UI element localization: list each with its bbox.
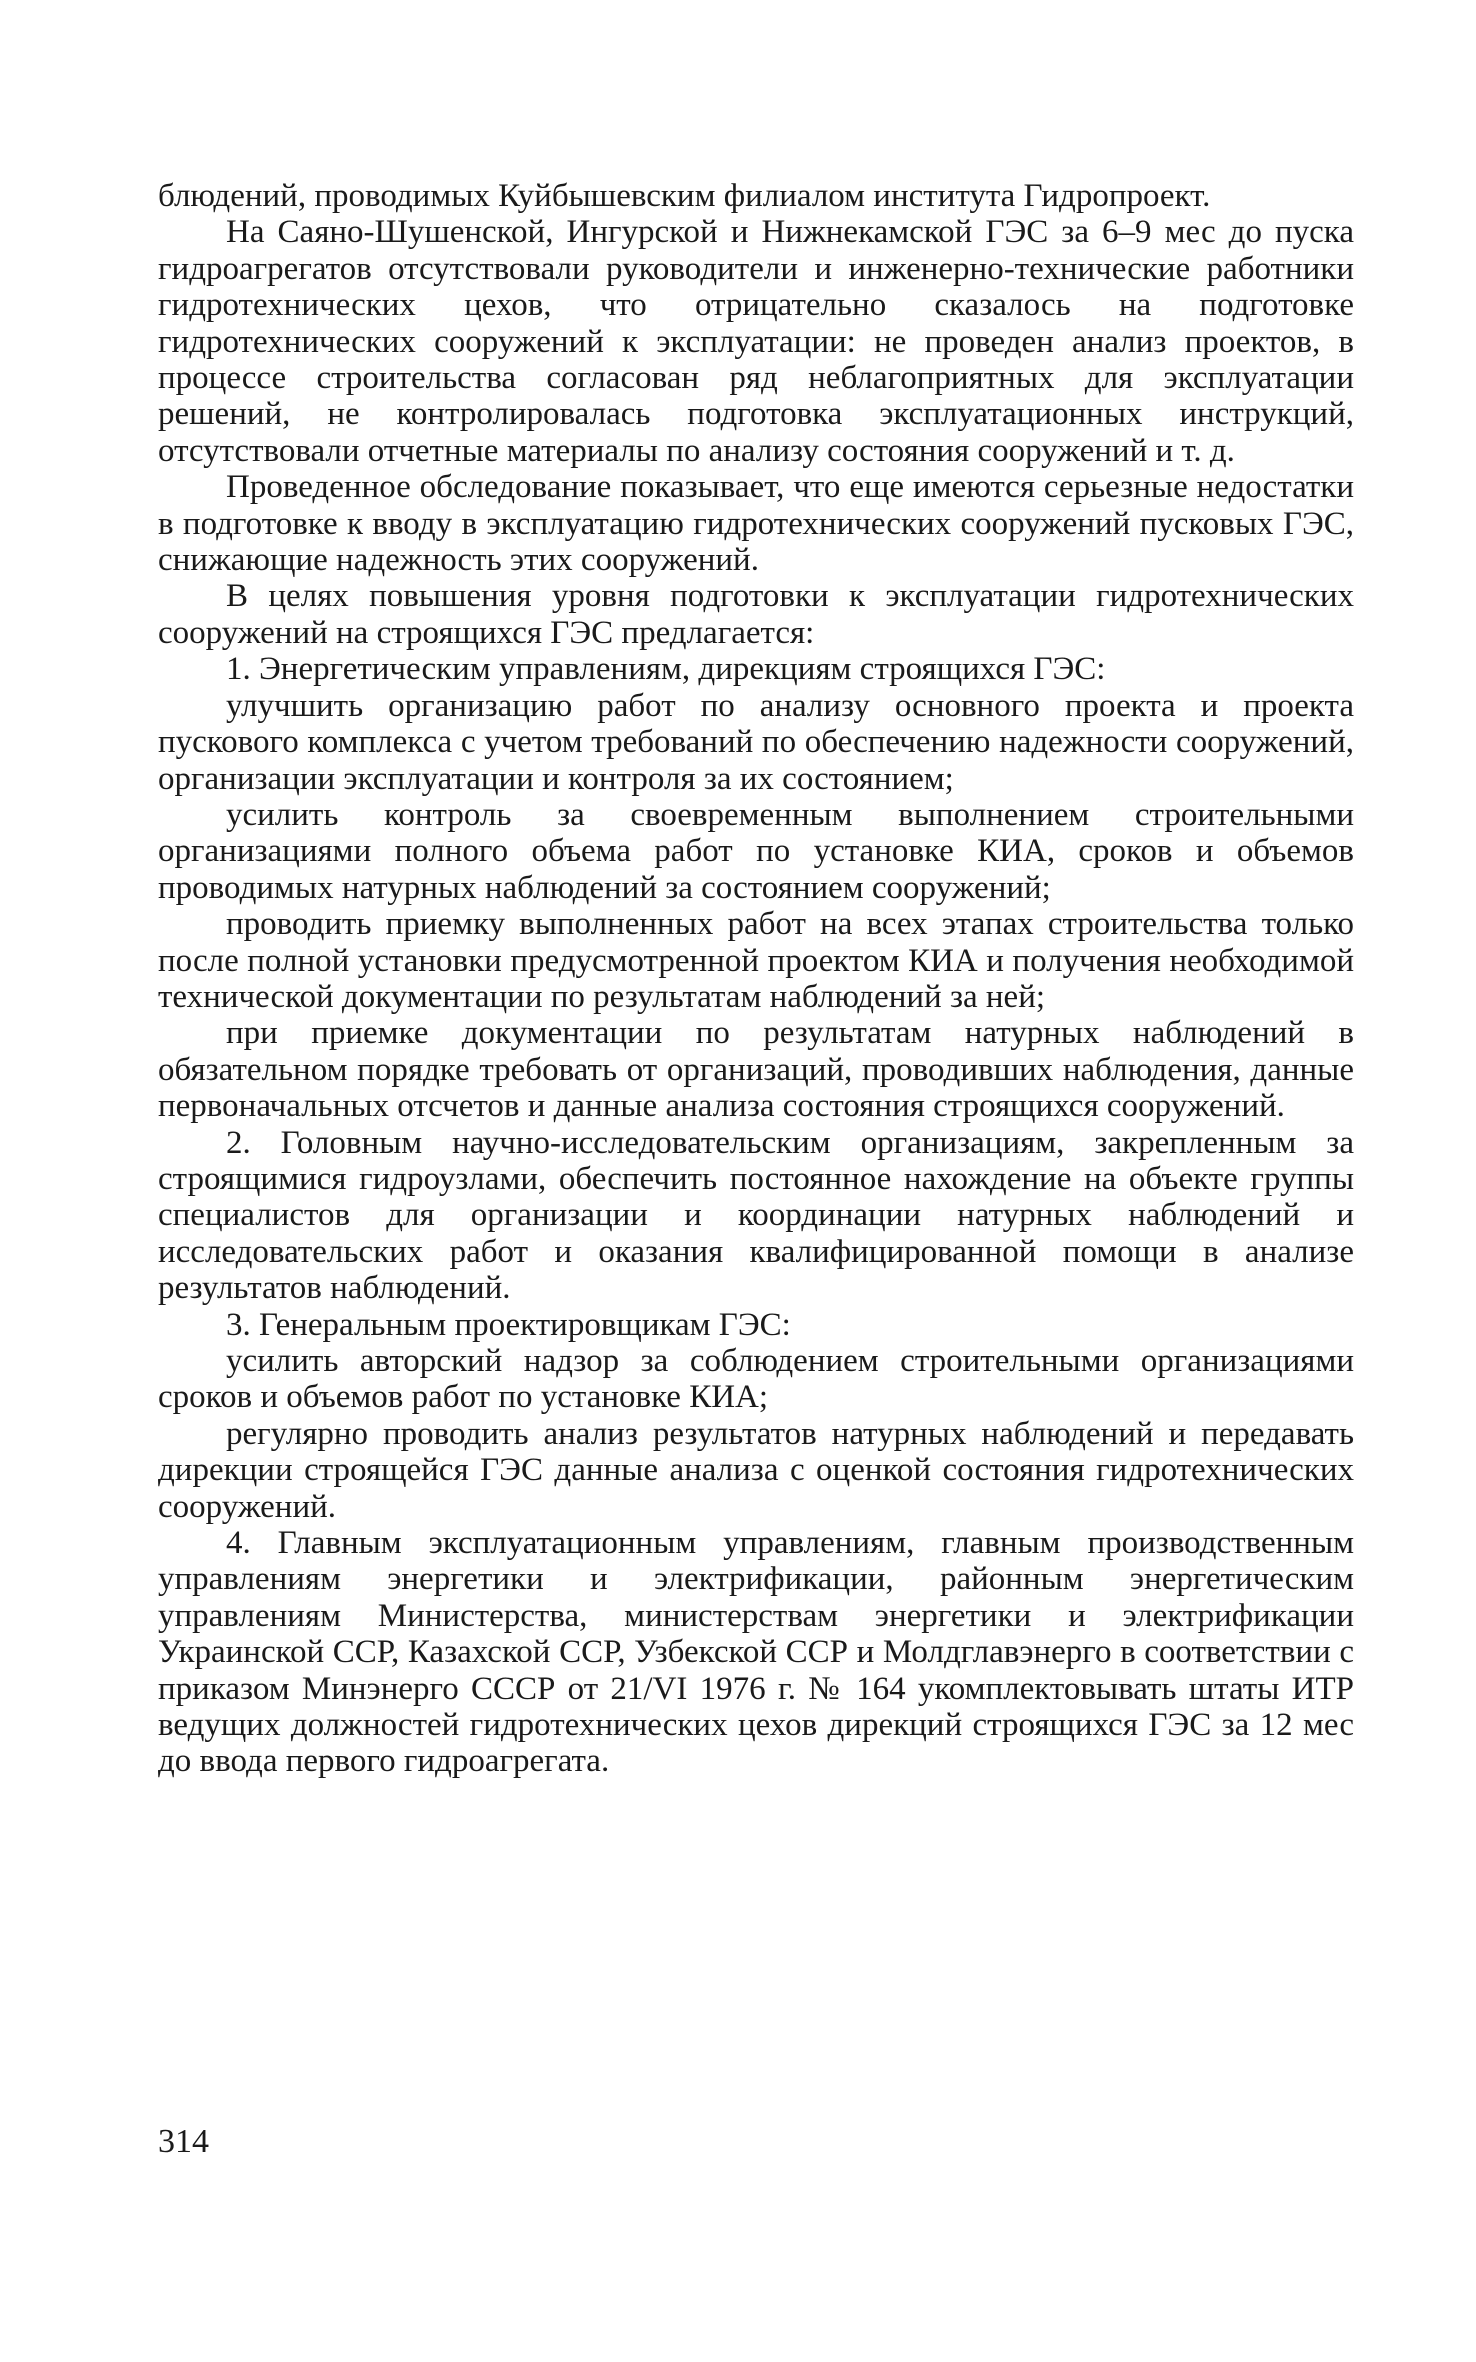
item-1-heading: 1. Энергетическим управлениям, дирекциям строящихся ГЭС:: [226, 651, 1106, 688]
item-3-point-a: усилить авторский надзор за соблюдением строительными организациями сроков и объемов работ по установке КИА;: [158, 1343, 1354, 1416]
page-body: [158, 178, 1354, 1780]
item-3-heading: 3. Генеральным проектировщикам ГЭС:: [226, 1306, 791, 1343]
item-1-point-b: усилить контроль за своевременным выполнением строительными организациями полного объема работ по установке КИА, сроков и объемов проводимых натурных наблюдений за состоянием сооружений;: [158, 796, 1354, 906]
item-2: 2. Головным научно-исследовательским организациям, закрепленным за строящимися гидроузлами, обеспечить постоянное нахождение на объекте группы специалистов для организации и координации натурных наблюдений и исследовательских работ и оказания квалифицированной помощи в анализе результатов наблюдений.: [158, 1124, 1354, 1307]
paragraph-proposal-intro: В целях повышения уровня подготовки к эксплуатации гидротехнических сооружений на строящихся ГЭС предлагается:: [158, 578, 1354, 651]
item-1-point-c: проводить приемку выполненных работ на всех этапах строительства только после полной установки предусмотренной проектом КИА и получения необходимой технической документации по результатам наблюдений за ней;: [158, 906, 1354, 1015]
paragraph-continuation: блюдений, проводимых Куйбышевским филиалом института Гидропроект.: [158, 178, 1211, 214]
item-1-point-a: улучшить организацию работ по анализу основного проекта и проекта пускового комплекса с учетом требований по обеспечению надежности сооружений, организации эксплуатации и контроля за их состоянием;: [158, 687, 1354, 797]
item-3-point-b: регулярно проводить анализ результатов натурных наблюдений и передавать дирекции строящейся ГЭС данные анализа с оценкой состояния гидротехнических сооружений.: [158, 1415, 1354, 1525]
page-number: 314: [158, 2123, 209, 2160]
item-1-point-d: при приемке документации по результатам натурных наблюдений в обязательном порядке требовать от организаций, проводивших наблюдения, данные первоначальных отсчетов и данные анализа состояния строящихся сооружений.: [158, 1015, 1354, 1125]
item-4: 4. Главным эксплуатационным управлениям, главным производственным управлениям энергетики и электрификации, районным энергетическим управлениям Министерства, министерствам энергетики и электрификации Украинской ССР, Казахской ССР, Узбекской ССР и Молдглавэнерго в соответствии с приказом Минэнерго СССР от 21/VI 1976 г. № 164 укомплектовывать штаты ИТР ведущих должностей гидротехнических цехов дирекций строящихся ГЭС за 12 мес до ввода первого гидроагрегата.: [158, 1525, 1354, 1780]
paragraph-survey-findings: Проведенное обследование показывает, что еще имеются серьезные недостатки в подготовке к вводу в эксплуатацию гидротехнических сооружений пусковых ГЭС, снижающие надежность этих сооружений.: [158, 469, 1354, 579]
paragraph-hes-staffing: На Саяно-Шушенской, Ингурской и Нижнекамской ГЭС за 6–9 мес до пуска гидроагрегатов отсутствовали руководители и инженерно-технические работники гидротехнических цехов, что отрицательно сказалось на подготовке гидротехнических сооружений к эксплуатации: не проведен анализ проектов, в процессе строительства согласован ряд неблагоприятных для эксплуатации решений, не контролировалась подготовка эксплуатационных инструкций, отсутствовали отчетные материалы по анализу состояния сооружений и т. д.: [158, 214, 1354, 469]
